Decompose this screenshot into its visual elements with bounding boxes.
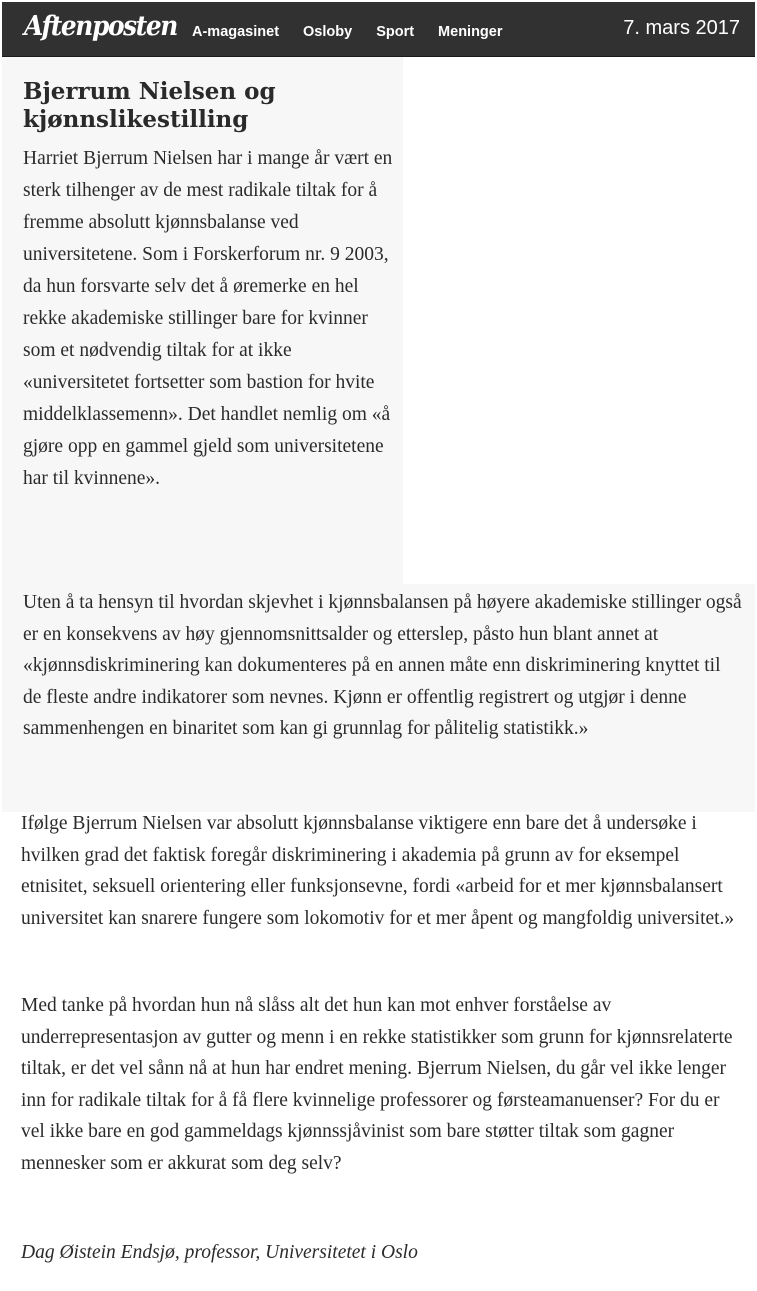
top-navigation-bar xyxy=(2,2,755,57)
main-nav xyxy=(192,24,527,40)
article-paragraph-1: Harriet Bjerrum Nielsen har i mange år vært en sterk tilhenger av de mest radikale tiltak for å fremme absolutt kjønnsbalanse ved universitetene. Som i Forskerforum nr. 9 2003, da hun forsvarte selv det å øremerke en hel rekke akademiske stillinger bare for kvinner som et nødvendig tiltak for at ikke «universitetet fortsetter som bastion for hvite middelklassemenn». Det handlet nemlig om «å gjøre opp en gammel gjeld som universitetene har til kvinnene». xyxy=(23,148,393,489)
article-title: Bjerrum Nielsen og kjønnslikestilling xyxy=(23,78,276,133)
aftenposten-logo[interactable]: Aftenposten xyxy=(24,11,177,42)
author-signature: Dag Øistein Endsjø, professor, Universitetet i Oslo xyxy=(21,1242,418,1263)
article-paragraph-2: Uten å ta hensyn til hvordan skjevhet i kjønnsbalansen på høyere akademiske stillinger også er en konsekvens av høy gjennomsnittsalder og etterslep, påsto hun blant annet at «kjønnsdiskriminering kan dokumenteres på en annen måte enn diskriminering knyttet til de fleste andre indikatorer som nevnes. Kjønn er offentlig registrert og utgjør i denne sammenhengen en binaritet som kan gi grunnlag for pålitelig statistikk.» xyxy=(23,592,742,739)
article-paragraph-4: Med tanke på hvordan hun nå slåss alt det hun kan mot enhver forståelse av underrepresentasjon av gutter og menn i en rekke statistikker som grunn for kjønnsrelaterte tiltak, er det vel sånn nå at hun har endret mening. Bjerrum Nielsen, du går vel ikke lenger inn for radikale tiltak for å få flere kvinnelige professorer og førsteamanuenser? For du er vel ikke bare en god gammeldags kjønnssjåvinist som bare støtter tiltak som gagner mennesker som er akkurat som deg selv? xyxy=(21,995,733,1174)
publish-date: 7. mars 2017 xyxy=(623,17,740,39)
nav-item-meninger[interactable]: Meninger xyxy=(438,24,503,40)
article-paragraph-3: Ifølge Bjerrum Nielsen var absolutt kjønnsbalanse viktigere enn bare det å undersøke i hvilken grad det faktisk foregår diskriminering i akademia på grunn av for eksempel etnisitet, seksuell orientering eller funksjonsevne, fordi «arbeid for et mer kjønnsbalansert universitet kan snarere fungere som lokomotiv for et mer åpent og mangfoldig universitet.» xyxy=(21,813,735,929)
nav-item-osloby[interactable]: Osloby xyxy=(303,24,353,40)
nav-item-a-magasinet[interactable]: A-magasinet xyxy=(192,24,280,40)
nav-item-sport[interactable]: Sport xyxy=(376,24,415,40)
